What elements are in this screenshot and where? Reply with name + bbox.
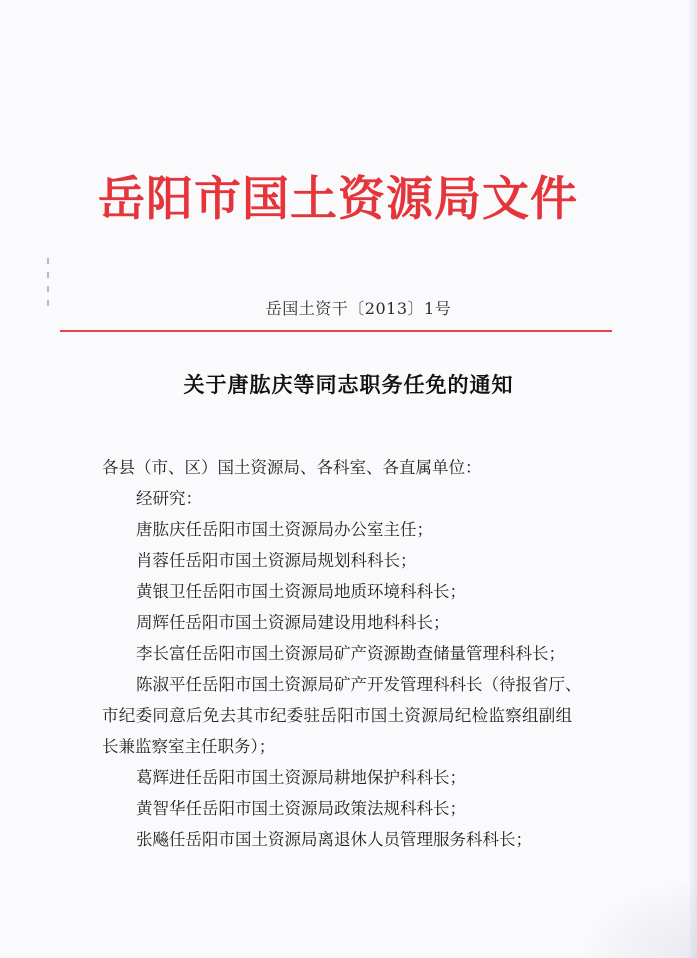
- appointment-item: 陈淑平任岳阳市国土资源局矿产开发管理科科长（待报省厅、: [136, 675, 582, 694]
- appointment-item: 肖蓉任岳阳市国土资源局规划科科长；: [136, 551, 417, 570]
- binding-mark: [47, 286, 49, 292]
- corner-shadow: [577, 878, 697, 958]
- appointment-item: 葛辉进任岳阳市国土资源局耕地保护科科长；: [136, 768, 466, 787]
- appointment-item: 黄智华任岳阳市国土资源局政策法规科科长；: [136, 799, 466, 818]
- appointment-item: 唐肱庆任岳阳市国土资源局办公室主任；: [136, 520, 433, 539]
- header-divider: [60, 330, 612, 332]
- appointment-item: 李长富任岳阳市国土资源局矿产资源勘查储量管理科科长；: [136, 644, 565, 663]
- appointment-item: 黄银卫任岳阳市国土资源局地质环境科科长；: [136, 582, 466, 601]
- appointment-item: 张飚任岳阳市国土资源局离退休人员管理服务科科长；: [136, 830, 532, 849]
- document-number: 岳国土资干〔2013〕1号: [265, 299, 452, 318]
- appointment-item: 周辉任岳阳市国土资源局建设用地科科长；: [136, 613, 450, 632]
- appointment-item-continued: 市纪委同意后免去其市纪委驻岳阳市国土资源局纪检监察组副组: [102, 706, 573, 725]
- appointment-item-continued: 长兼监察室主任职务）；: [102, 737, 276, 756]
- notice-body: [102, 452, 602, 855]
- notice-title: 关于唐肱庆等同志职务任免的通知: [183, 372, 514, 397]
- binding-mark: [47, 272, 49, 278]
- opening-line: 经研究：: [136, 489, 202, 508]
- document-header-title: 岳阳市国土资源局文件: [98, 172, 578, 227]
- page-edge-shadow: [689, 0, 697, 958]
- binding-mark: [47, 258, 49, 264]
- salutation: 各县（市、区）国土资源局、各科室、各直属单位：: [102, 458, 482, 477]
